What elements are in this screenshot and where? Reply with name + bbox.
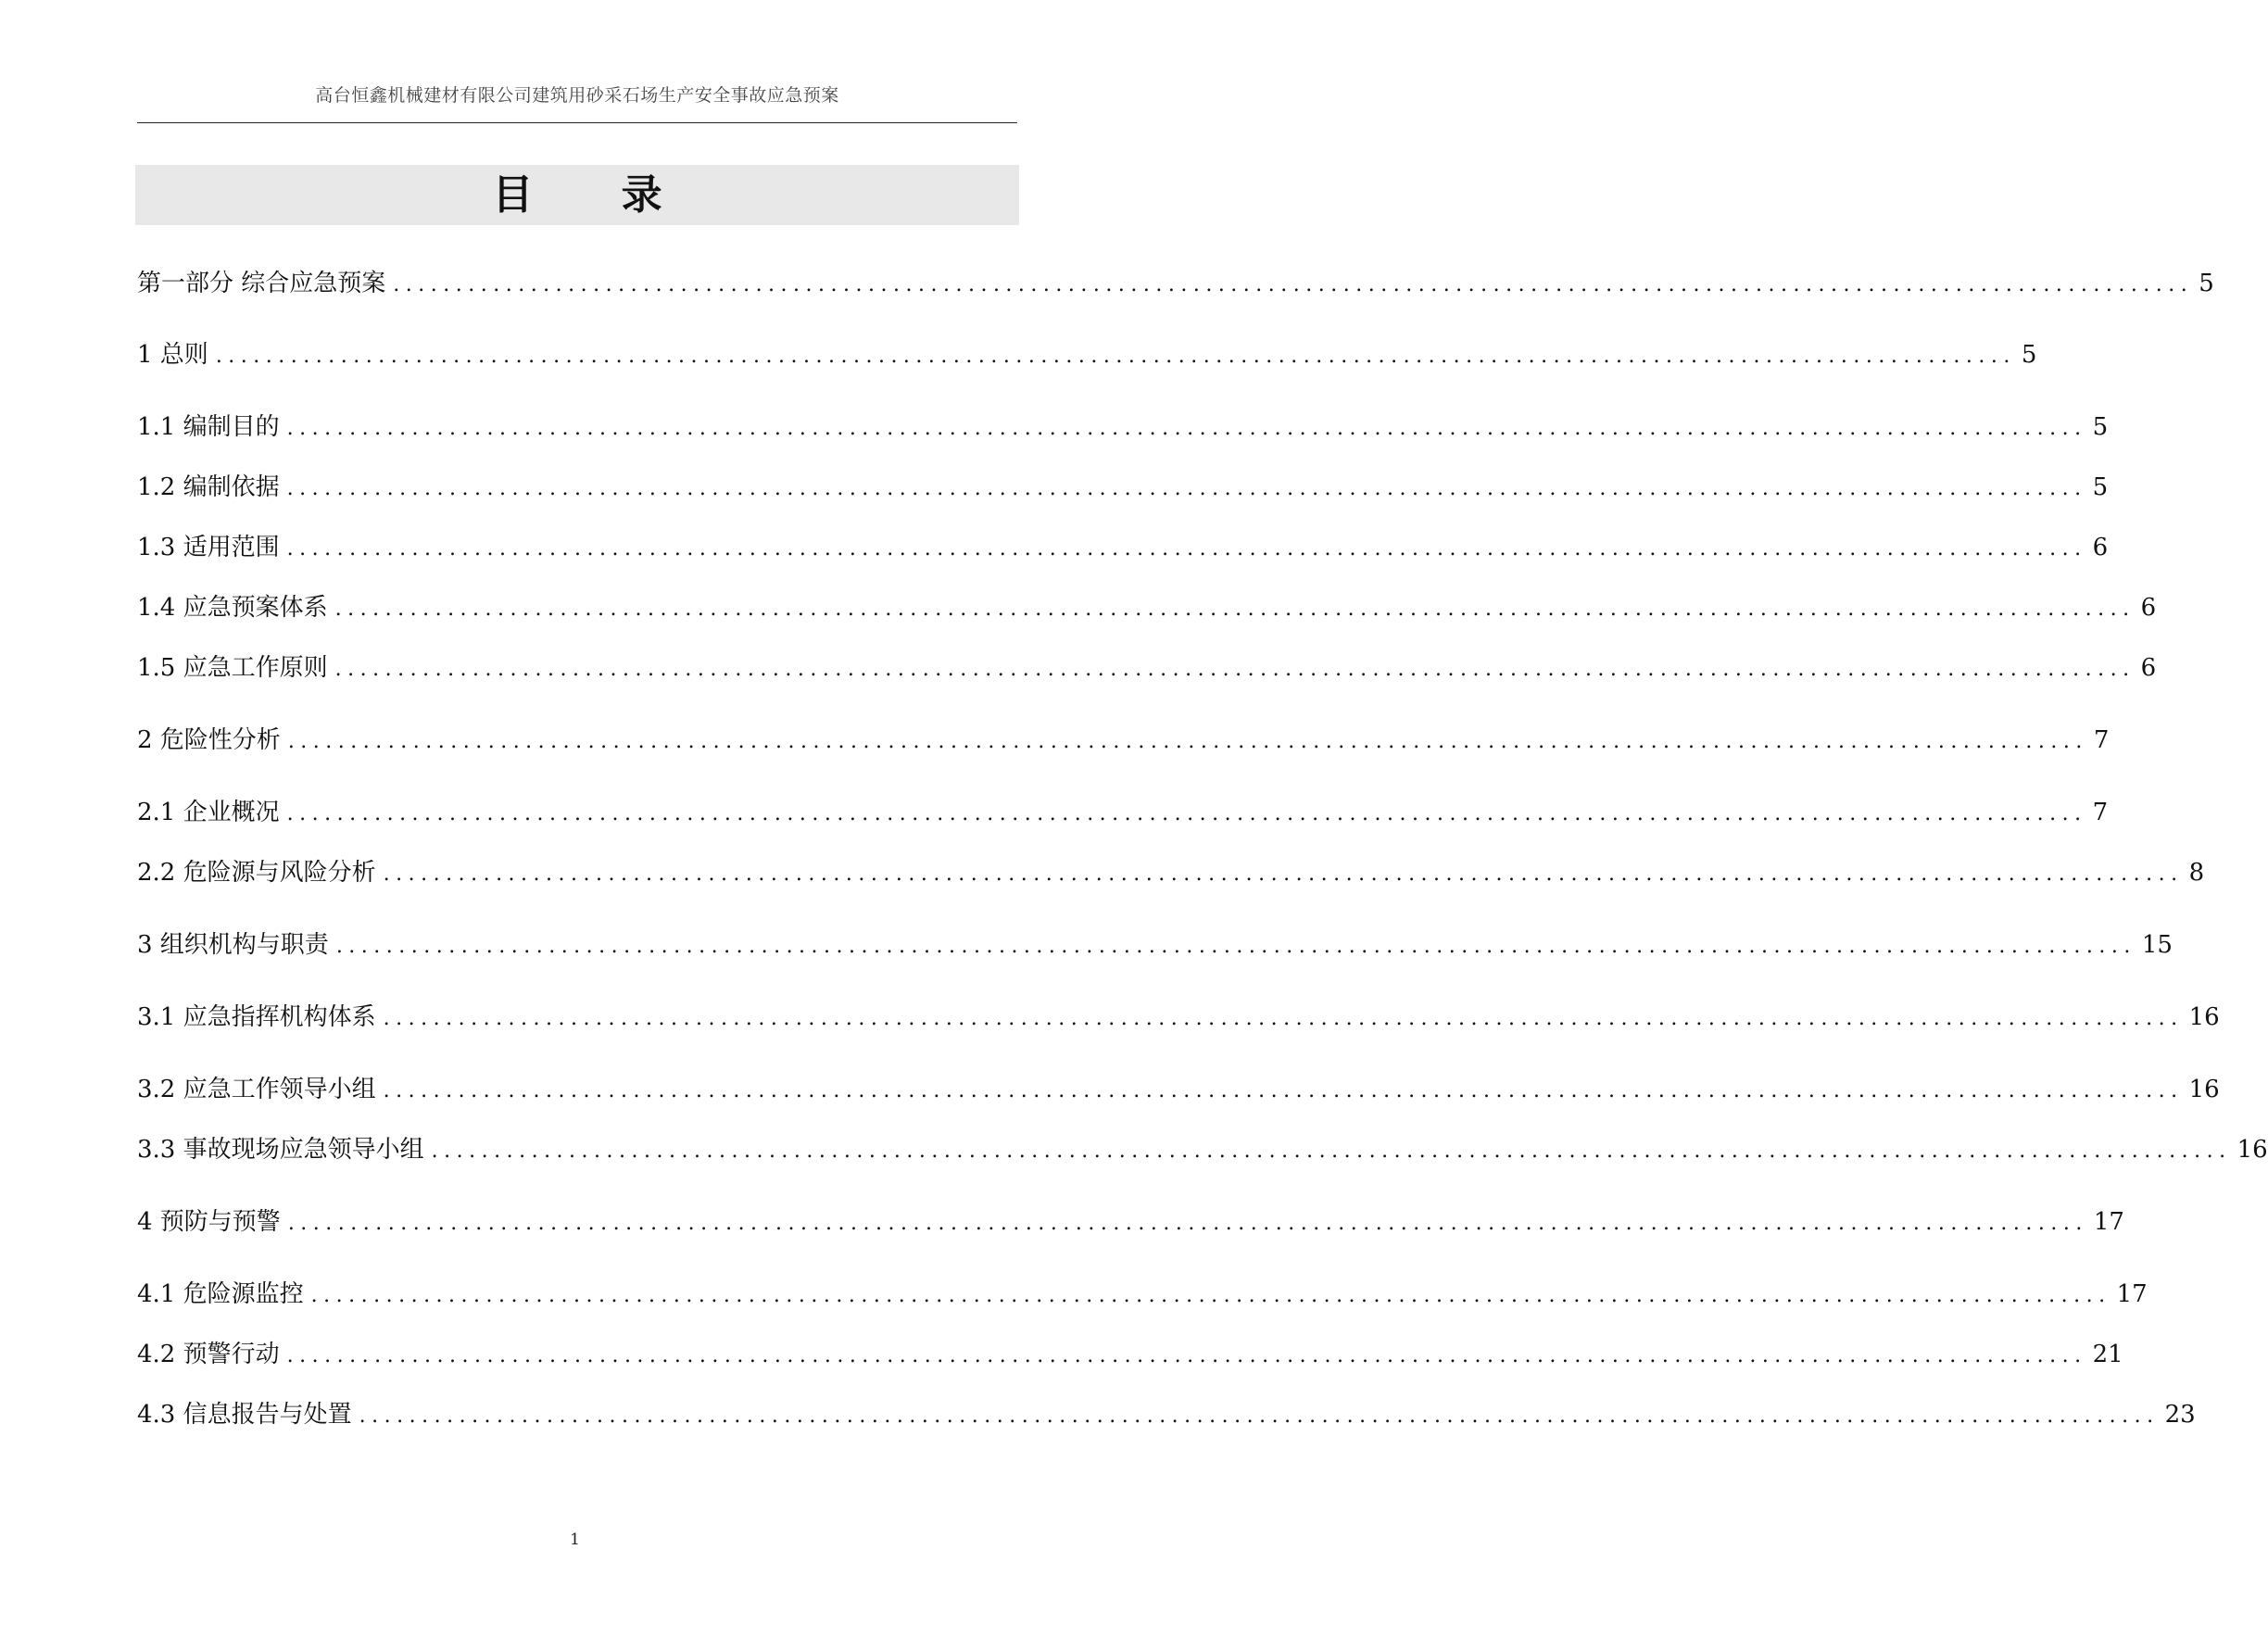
toc-entry[interactable] (137, 1001, 2220, 1034)
toc-dot-leader: ................................................................................................................................................ (286, 537, 2087, 561)
toc-entry-label: 3 组织机构与职责 (137, 931, 329, 959)
toc-entry-page: 5 (2092, 413, 2109, 441)
toc-dot-leader: ................................................................................................................................................ (383, 863, 2184, 886)
toc-entry-page: 6 (2140, 594, 2157, 622)
toc-dot-leader: ................................................................................................................................................ (334, 658, 2136, 681)
toc-dot-leader: ................................................................................................................................................ (287, 1212, 2088, 1235)
toc-entry[interactable] (137, 1073, 2220, 1106)
toc-dot-leader: ................................................................................................................................................ (286, 477, 2087, 500)
toc-entry-page: 6 (2092, 534, 2109, 561)
toc-entry-page: 15 (2141, 931, 2173, 959)
toc-entry-page: 21 (2092, 1341, 2123, 1368)
toc-entry[interactable] (137, 591, 2157, 624)
toc-entry-label: 4 预防与预警 (137, 1208, 281, 1236)
toc-entry-label: 1.4 应急预案体系 (137, 594, 328, 622)
toc-entry-page: 17 (2116, 1280, 2148, 1308)
toc-entry-label: 1 总则 (137, 341, 208, 369)
toc-entry[interactable] (137, 724, 2110, 757)
toc-entry-label: 4.2 预警行动 (137, 1341, 280, 1368)
toc-entry-label: 3.3 事故现场应急领导小组 (137, 1136, 424, 1164)
toc-entry-page: 6 (2140, 654, 2157, 682)
toc-entry-label: 1.3 适用范围 (137, 534, 280, 561)
toc-entry[interactable] (137, 651, 2157, 685)
toc-entry[interactable] (137, 267, 2214, 300)
toc-entry-page: 7 (2092, 799, 2109, 826)
toc-dot-leader: ................................................................................................................................................ (393, 273, 2194, 296)
toc-entry[interactable] (137, 471, 2109, 504)
toc-entry[interactable] (137, 928, 2173, 962)
toc-entry-page: 5 (2021, 341, 2037, 369)
toc-entry-page: 5 (2092, 473, 2109, 501)
running-header: 高台恒鑫机械建材有限公司建筑用砂采石场生产安全事故应急预案 (315, 85, 839, 106)
toc-dot-leader: ................................................................................................................................................ (431, 1140, 2232, 1163)
toc-dot-leader: ................................................................................................................................................ (215, 345, 2016, 368)
toc-entry[interactable] (137, 410, 2109, 444)
toc-entry[interactable] (137, 1398, 2196, 1431)
toc-entry-page: 8 (2188, 859, 2205, 887)
toc-dot-leader: ................................................................................................................................................ (286, 417, 2087, 440)
toc-entry[interactable] (137, 1338, 2123, 1371)
page-number: 1 (570, 1531, 580, 1549)
toc-dot-leader: ................................................................................................................................................ (335, 935, 2136, 958)
toc-entry[interactable] (137, 1278, 2148, 1311)
toc-entry-label: 2.1 企业概况 (137, 799, 280, 826)
toc-entry-label: 1.2 编制依据 (137, 473, 280, 501)
toc-entry-label: 2.2 危险源与风险分析 (137, 859, 376, 887)
toc-dot-leader: ................................................................................................................................................ (383, 1079, 2184, 1102)
toc-entry[interactable] (137, 338, 2037, 372)
toc-entry-page: 17 (2093, 1208, 2124, 1236)
toc-dot-leader: ................................................................................................................................................ (383, 1007, 2184, 1030)
toc-entry[interactable] (137, 1133, 2268, 1166)
toc-entry-label: 第一部分 综合应急预案 (137, 270, 386, 297)
toc-entry-label: 3.1 应急指挥机构体系 (137, 1003, 376, 1031)
header-rule (137, 122, 1017, 123)
toc-dot-leader: ................................................................................................................................................ (286, 1344, 2087, 1367)
toc-dot-leader: ................................................................................................................................................ (359, 1405, 2160, 1428)
toc-dot-leader: ................................................................................................................................................ (334, 598, 2136, 621)
toc-dot-leader: ................................................................................................................................................ (287, 730, 2088, 753)
toc-entry[interactable] (137, 531, 2109, 564)
toc-dot-leader: ................................................................................................................................................ (286, 802, 2087, 825)
toc-entry-page: 16 (2236, 1136, 2268, 1164)
toc-entry-label: 1.1 编制目的 (137, 413, 280, 441)
toc-entry-label: 1.5 应急工作原则 (137, 654, 328, 682)
toc-entry[interactable] (137, 796, 2109, 829)
toc-entry-label: 4.1 危险源监控 (137, 1280, 304, 1308)
toc-dot-leader: ................................................................................................................................................ (310, 1284, 2111, 1307)
toc-title: 目 录 (135, 165, 1019, 225)
toc-entry[interactable] (137, 1205, 2124, 1239)
toc-entry-page: 23 (2164, 1401, 2196, 1429)
toc-entry-page: 16 (2188, 1003, 2220, 1031)
toc-entry-page: 7 (2093, 726, 2110, 754)
toc-entry-page: 16 (2188, 1076, 2220, 1103)
toc-entry[interactable] (137, 856, 2205, 889)
toc-entry-label: 2 危险性分析 (137, 726, 281, 754)
toc-entry-page: 5 (2199, 270, 2214, 297)
toc-entry-label: 4.3 信息报告与处置 (137, 1401, 352, 1429)
toc-entry-label: 3.2 应急工作领导小组 (137, 1076, 376, 1103)
